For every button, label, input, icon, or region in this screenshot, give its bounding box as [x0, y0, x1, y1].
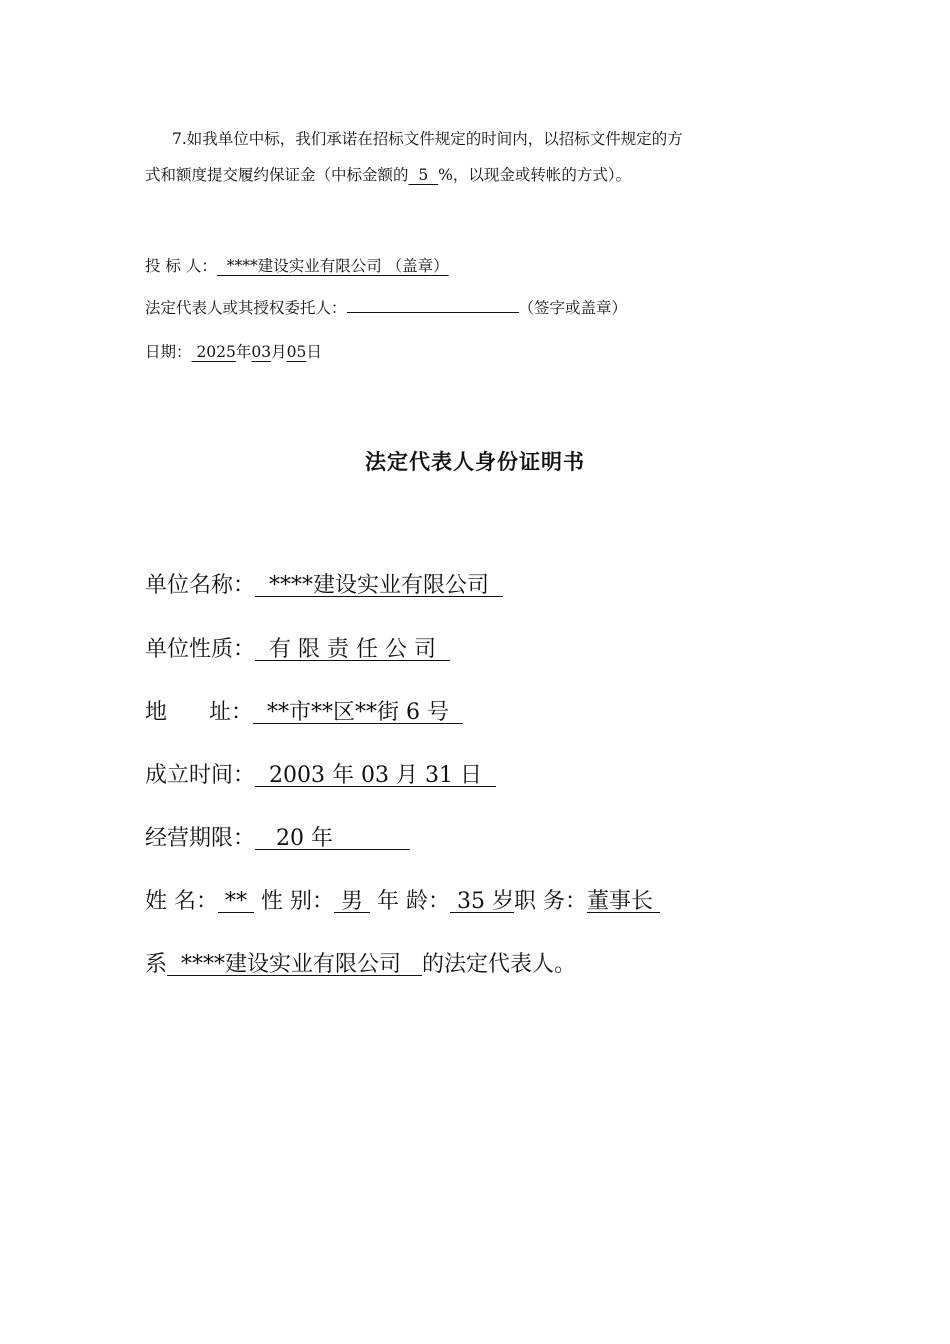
date-day: 05: [286, 343, 307, 361]
address-value: **市**区**街 6 号: [252, 700, 463, 725]
address-label: 地 址：: [145, 700, 253, 725]
representative-label: 法定代表人或其授权委托人：: [145, 299, 347, 317]
unit-nature-value: 有 限 责 任 公 司: [255, 637, 450, 662]
position-value: 董事长: [586, 889, 660, 914]
term-line: [145, 821, 410, 852]
representative-suffix: （签字或盖章）: [518, 299, 628, 317]
unit-name-label: 单位名称：: [145, 573, 256, 598]
unit-name-value: ****建设实业有限公司: [255, 573, 503, 598]
unit-nature-line: [145, 632, 450, 663]
commitment-text-1: 7.如我单位中标，我们承诺在招标文件规定的时间内，以招标文件规定的方: [172, 130, 683, 148]
address-line: [145, 695, 463, 726]
position-label: 职 务：: [513, 889, 587, 914]
founded-value: 2003 年 03 月 31 日: [255, 763, 496, 788]
signature-blank: [347, 298, 519, 313]
name-label: 姓 名：: [145, 889, 218, 914]
relation-company: ****建设实业有限公司: [167, 952, 422, 977]
bidder-line: [145, 254, 449, 276]
date-month-unit: 月: [271, 343, 287, 361]
date-line: [145, 340, 322, 362]
term-value: 20 年: [255, 826, 410, 851]
founded-line: [145, 758, 496, 789]
gender-label: 性 别：: [254, 889, 334, 914]
bidder-label: 投 标 人：: [145, 257, 217, 275]
commitment-text-2: 式和额度提交履约保证金（中标金额的: [145, 166, 409, 184]
term-label: 经营期限：: [145, 826, 256, 851]
date-label: 日期：: [145, 343, 192, 361]
relation-prefix: 系: [145, 952, 168, 977]
name-value: **: [218, 889, 254, 914]
gender-value: 男: [334, 889, 370, 914]
unit-nature-label: 单位性质：: [145, 637, 256, 662]
performance-bond-percent: 5: [408, 166, 439, 184]
commitment-text-3: %，以现金或转帐的方式）。: [438, 166, 632, 184]
age-value: 35 岁: [450, 889, 514, 914]
date-month: 03: [251, 343, 272, 361]
certificate-title: 法定代表人身份证明书: [365, 450, 585, 474]
unit-name-line: [145, 568, 503, 599]
commitment-line-1: [172, 127, 683, 149]
date-year: 2025: [191, 343, 236, 361]
relation-suffix: 的法定代表人。: [421, 952, 576, 977]
commitment-line-2: [145, 163, 631, 185]
date-day-unit: 日: [306, 343, 322, 361]
relation-line: [145, 947, 576, 978]
date-year-unit: 年: [235, 343, 252, 361]
person-line: [145, 884, 660, 915]
age-label: 年 龄：: [370, 889, 450, 914]
bidder-value: ****建设实业有限公司 （盖章）: [216, 257, 449, 275]
representative-line: [145, 296, 627, 318]
founded-label: 成立时间：: [145, 763, 256, 788]
